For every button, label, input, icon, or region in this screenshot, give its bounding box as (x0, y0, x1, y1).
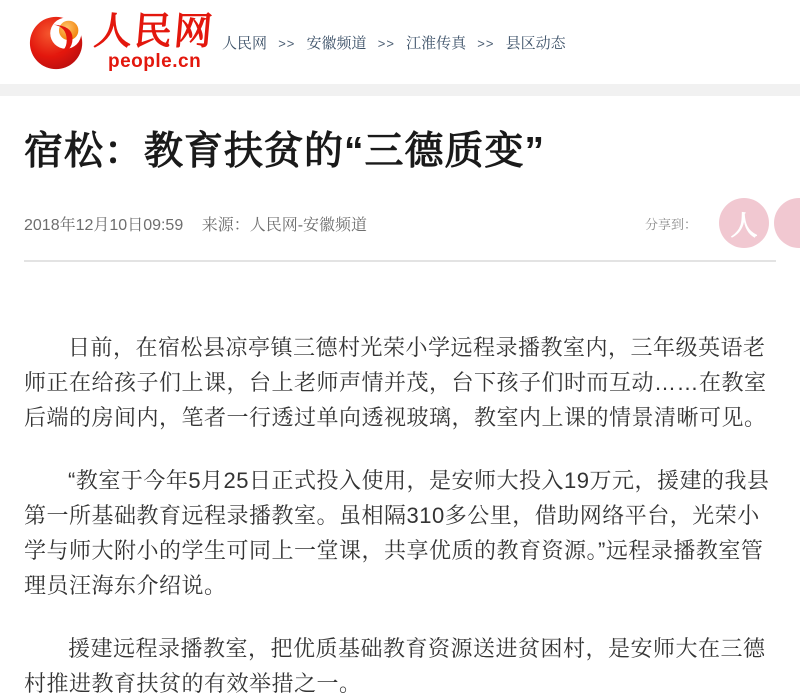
breadcrumb-separator: >> (278, 36, 296, 51)
breadcrumb-link-county[interactable]: 县区动态 (505, 35, 566, 52)
people-cn-logo[interactable] (26, 11, 214, 73)
title-divider (24, 260, 776, 262)
logo-cn-text: 人民网 (92, 11, 216, 53)
header-divider-band (0, 84, 800, 96)
breadcrumb-separator: >> (477, 36, 495, 51)
breadcrumb-link-jianghuai[interactable]: 江淮传真 (406, 35, 467, 52)
logo-text (94, 11, 214, 73)
share-label: 分享到： (644, 216, 697, 232)
article-meta (24, 198, 776, 248)
page-title: 宿松：教育扶贫的“三德质变” (24, 130, 546, 173)
breadcrumb (222, 32, 566, 53)
article-paragraph: “教室于今年5月25日正式投入使用，是安师大投入19万元，援建的我县第一所基础教育远程录播教室。虽相隔310多公里，借助网络平台，光荣小学与师大附小的学生可同上一堂课，共享优质的教育资源。”远程录播教室管理员汪海东介绍说。 (24, 468, 770, 598)
logo-en-text: people.cn (108, 51, 202, 72)
article-source: 来源：人民网-安徽频道 (201, 216, 368, 234)
breadcrumb-link-anhui[interactable]: 安徽频道 (306, 35, 367, 52)
share-next-icon[interactable] (774, 198, 800, 248)
breadcrumb-link-home[interactable]: 人民网 (222, 35, 268, 52)
site-header (0, 0, 800, 84)
breadcrumb-separator: >> (377, 36, 395, 51)
article-body (24, 330, 776, 700)
share-people-icon[interactable]: 人 (719, 198, 769, 248)
people-cn-logo-icon (26, 11, 90, 73)
share-box (645, 198, 776, 248)
article-paragraph: 日前，在宿松县凉亭镇三德村光荣小学远程录播教室内，三年级英语老师正在给孩子们上课，台上老师声情并茂，台下孩子们时而互动……在教室后端的房间内，笔者一行透过单向透视玻璃，教室内上课的情景清晰可见。 (24, 335, 767, 430)
date-source-line (24, 212, 367, 235)
article-paragraph: 援建远程录播教室，把优质基础教育资源送进贫困村，是安师大在三德村推进教育扶贫的有效举措之一。 (24, 636, 766, 696)
publish-date: 2018年12月10日09:59 (24, 216, 184, 234)
